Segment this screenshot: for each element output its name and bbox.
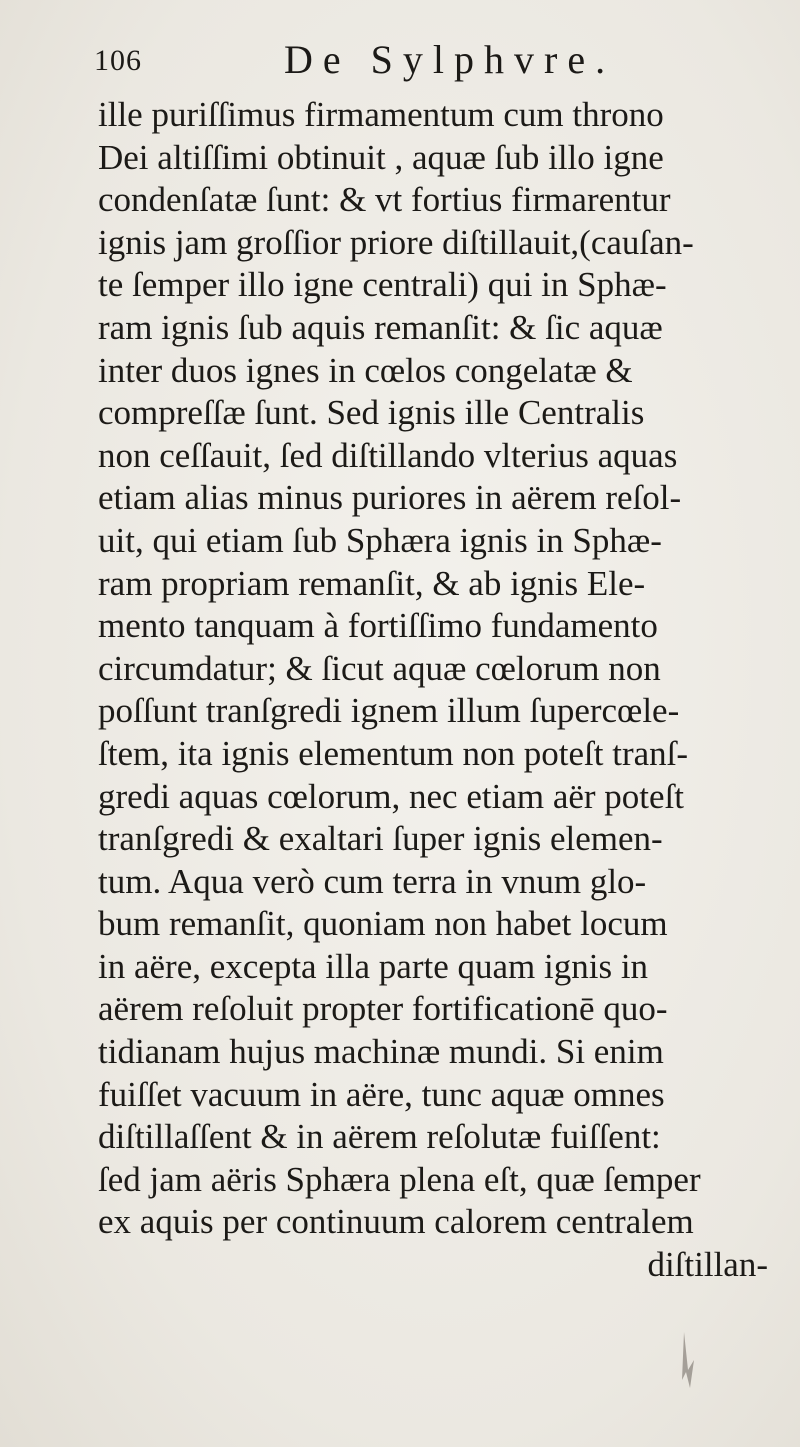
- text-line: ex aquis per continuum calorem centralem: [98, 1202, 694, 1242]
- text-line: ſed jam aëris Sphæra plena eſt, quæ ſemper: [98, 1159, 701, 1199]
- text-line: ram ignis ſub aquis remanſit: & ſic aquæ: [98, 307, 663, 347]
- catchword: diſtillan-: [647, 1245, 768, 1285]
- text-line: poſſunt tranſgredi ignem illum ſupercœle-: [98, 691, 680, 731]
- text-line: te ſemper illo igne centrali) qui in Sphæ-: [98, 265, 667, 305]
- text-line: circumdatur; & ſicut aquæ cœlorum non: [98, 648, 661, 688]
- text-line: diſtillaſſent & in aërem reſolutæ fuiſſent:: [98, 1117, 661, 1157]
- text-line: fuiſſet vacuum in aëre, tunc aquæ omnes: [98, 1074, 665, 1114]
- text-line: Dei altiſſimi obtinuit , aquæ ſub illo igne: [98, 137, 664, 177]
- text-line: tidianam hujus machinæ mundi. Si enim: [98, 1032, 664, 1072]
- text-line: inter duos ignes in cœlos congelatæ &: [98, 350, 633, 390]
- text-line: etiam alias minus puriores in aërem reſol-: [98, 478, 682, 518]
- page-header: [94, 36, 744, 92]
- text-line: uit, qui etiam ſub Sphæra ignis in Sphæ-: [98, 520, 662, 560]
- body-text: [98, 94, 798, 1287]
- text-line: ſtem, ita ignis elementum non poteſt tranſ-: [98, 733, 689, 773]
- text-line: ram propriam remanſit, & ab ignis Ele-: [98, 563, 646, 603]
- text-line: aërem reſoluit propter fortificationē quo-: [98, 989, 668, 1029]
- ink-mark-icon: [680, 1330, 698, 1390]
- text-line: tranſgredi & exaltari ſuper ignis elemen-: [98, 819, 663, 859]
- text-line: gredi aquas cœlorum, nec etiam aër poteſt: [98, 776, 685, 816]
- text-line: in aëre, excepta illa parte quam ignis in: [98, 946, 649, 986]
- text-line: ignis jam groſſior priore diſtillauit,(cauſan-: [98, 222, 694, 262]
- text-line: tum. Aqua verò cum terra in vnum glo-: [98, 861, 647, 901]
- text-line: bum remanſit, quoniam non habet locum: [98, 904, 668, 944]
- text-line: mento tanquam à fortiſſimo fundamento: [98, 606, 658, 646]
- page-number: 106: [94, 44, 142, 77]
- running-head: De Sylphvre.: [284, 37, 616, 82]
- text-line: non ceſſauit, ſed diſtillando vlterius aquas: [98, 435, 678, 475]
- text-line: ille puriſſimus firmamentum cum throno: [98, 95, 664, 134]
- text-line: condenſatæ ſunt: & vt fortius firmarentur: [98, 180, 671, 220]
- text-line: compreſſæ ſunt. Sed ignis ille Centralis: [98, 393, 645, 433]
